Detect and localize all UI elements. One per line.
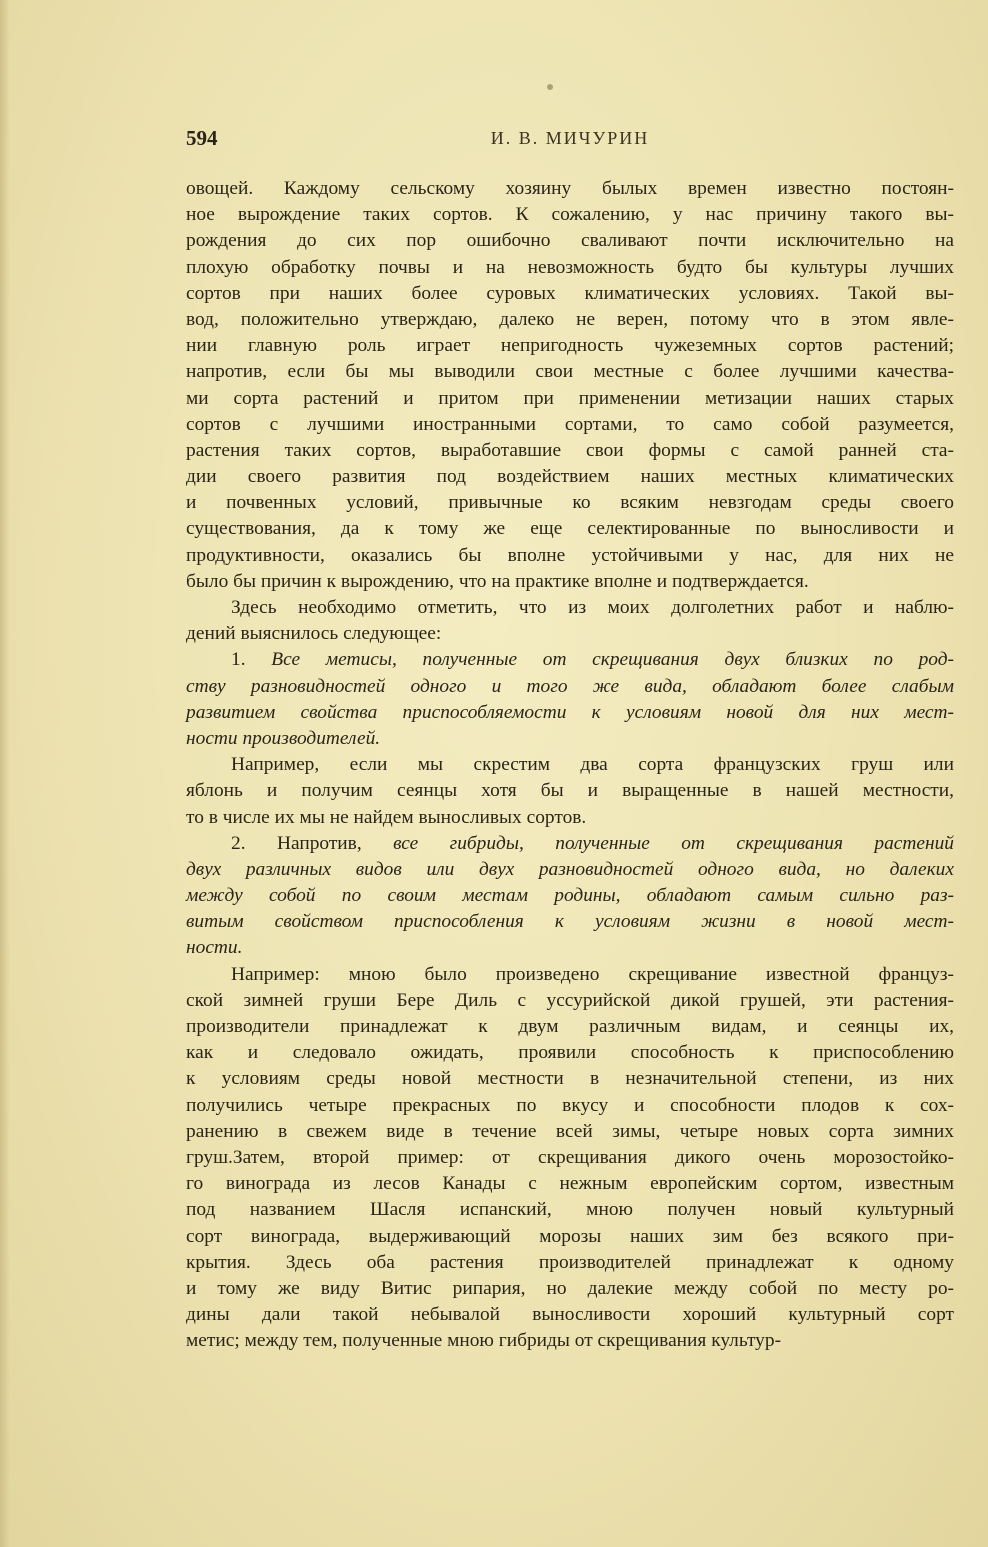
text-line <box>186 281 954 307</box>
text-segment: метис; между тем, полученные мною гибриды от скрещивания культур- <box>186 1330 782 1352</box>
text-segment: напротив, если бы мы выводили свои местные с более лучшими качества- <box>186 361 954 383</box>
text-segment: сорт винограда, выдерживающий морозы наших зим без всякого при- <box>186 1225 954 1247</box>
text-segment: и почвенных условий, привычные ко всяким невзгодам среды своего <box>186 492 954 514</box>
text-line <box>186 962 954 988</box>
text-segment: вод, положительно утверждаю, далеко не верен, потому что в этом явле- <box>186 308 954 330</box>
text-line <box>186 674 954 700</box>
text-segment: как и следовало ожидать, проявили способность к приспособлению <box>186 1042 954 1064</box>
text-segment: сортов с лучшими иностранными сортами, то само собой разумеется, <box>186 413 954 435</box>
text-segment: получились четыре прекрасных по вкусу и способности плодов к сох- <box>186 1094 954 1116</box>
text-segment: дии своего развития под воздействием наших местных климатических <box>186 466 954 488</box>
text-line <box>186 176 954 202</box>
text-segment: Здесь необходимо отметить, что из моих долголетних работ и наблю- <box>231 597 954 618</box>
text-line <box>186 386 954 412</box>
text-segment: было бы причин к вырождению, что на практике вполне и подтверждается. <box>186 570 809 592</box>
text-line <box>186 516 954 542</box>
text-line <box>186 543 954 569</box>
text-segment: то в числе их мы не найдем выносливых сортов. <box>186 806 587 828</box>
text-segment: дины дали такой небывалой выносливости хороший культурный сорт <box>186 1304 954 1326</box>
text-line <box>186 752 954 778</box>
paragraph <box>186 595 954 647</box>
text-segment: ми сорта растений и притом при применении метизации наших старых <box>186 387 954 409</box>
text-line <box>186 988 954 1014</box>
text-line <box>186 831 954 857</box>
text-line <box>186 1066 954 1092</box>
text-segment: овощей. Каждому сельскому хозяину былых времен известно постоян- <box>186 178 954 199</box>
body-text <box>186 176 954 1354</box>
text-line <box>186 700 954 726</box>
text-segment: 1. <box>231 649 272 671</box>
text-line <box>186 621 954 647</box>
text-segment: ранению в свежем виде в течение всей зимы, четыре новых сорта зимних <box>186 1120 954 1142</box>
text-segment: ное вырождение таких сортов. К сожалению, у нас причину такого вы- <box>186 204 954 226</box>
text-line <box>186 1197 954 1223</box>
text-line <box>186 909 954 935</box>
text-segment: яблонь и получим сеянцы хотя бы и выращенные в нашей местности, <box>186 780 954 802</box>
text-segment: существования, да к тому же еще селектированные по выносливости и <box>186 518 954 540</box>
text-segment: растения таких сортов, выработавшие свои формы с самой ранней ста- <box>186 439 954 461</box>
text-line <box>186 726 954 752</box>
text-segment: и тому же виду Витис рипария, но далекие между собой по месту ро- <box>186 1277 954 1299</box>
text-line <box>186 647 954 673</box>
text-line <box>186 1328 954 1354</box>
text-line <box>186 805 954 831</box>
text-segment: производители принадлежат к двум различным видам, и сеянцы их, <box>186 1016 954 1037</box>
italic-text: двух различных видов или двух разновидностей одного вида, но далеких <box>186 858 954 880</box>
text-line <box>186 1145 954 1171</box>
text-line <box>186 935 954 961</box>
text-line <box>186 464 954 490</box>
text-line <box>186 1224 954 1250</box>
text-segment: плохую обработку почвы и на невозможность будто бы культуры лучших <box>186 256 954 278</box>
text-line <box>186 228 954 254</box>
italic-text: Все метисы, полученные от скрещивания двух близких по род- <box>271 649 955 671</box>
text-line <box>186 333 954 359</box>
italic-text: ности. <box>186 937 243 959</box>
text-line <box>186 202 954 228</box>
italic-text: ству разновидностей одного и того же вида, обладают более слабым <box>186 675 954 697</box>
text-line <box>186 1302 954 1328</box>
text-segment: Например: мною было произведено скрещивание известной француз- <box>231 963 954 985</box>
text-line <box>186 595 954 621</box>
text-line <box>186 1014 954 1040</box>
italic-text: ности производителей. <box>186 727 381 749</box>
text-segment: к условиям среды новой местности в незначительной степени, из них <box>186 1068 954 1090</box>
italic-text: развитием свойства приспособляемости к условиям новой для них мест- <box>186 701 954 723</box>
text-segment: го винограда из лесов Канады с нежным европейским сортом, известным <box>186 1173 954 1195</box>
running-title: И. В. МИЧУРИН <box>490 128 650 148</box>
text-line <box>186 307 954 333</box>
text-line <box>186 1276 954 1302</box>
page-edge-shadow <box>0 0 10 1547</box>
text-line <box>186 569 954 595</box>
text-segment: под названием Шасля испанский, мною получен новый культурный <box>186 1199 954 1221</box>
text-segment: нии главную роль играет непригодность чужеземных сортов растений; <box>186 335 954 357</box>
paragraph <box>186 647 954 752</box>
text-segment: Например, если мы скрестим два сорта французских груш или <box>231 754 954 776</box>
italic-text: витым свойством приспособления к условиям жизни в новой мест- <box>186 911 954 933</box>
italic-text: между собой по своим местам родины, обладают самым сильно раз- <box>186 885 954 907</box>
text-line <box>186 490 954 516</box>
running-head <box>186 122 954 156</box>
text-segment: груш.Затем, второй пример: от скрещивания дикого очень морозостойко- <box>186 1146 954 1168</box>
text-line <box>186 255 954 281</box>
text-segment: крытия. Здесь оба растения производителей принадлежат к одному <box>186 1251 954 1273</box>
text-line <box>186 1040 954 1066</box>
paragraph <box>186 831 954 962</box>
text-segment: 2. Напротив, <box>231 832 394 854</box>
paragraph <box>186 176 954 595</box>
page-number: 594 <box>186 126 218 150</box>
text-line <box>186 1119 954 1145</box>
text-segment: ской зимней груши Бере Диль с уссурийской дикой грушей, эти растения- <box>186 989 954 1011</box>
text-line <box>186 857 954 883</box>
text-line <box>186 412 954 438</box>
text-line <box>186 359 954 385</box>
text-line <box>186 1093 954 1119</box>
italic-text: все гибриды, полученные от скрещивания растений <box>393 832 954 854</box>
text-segment: продуктивности, оказались бы вполне устойчивыми у нас, для них не <box>186 544 954 566</box>
text-line <box>186 1250 954 1276</box>
text-segment: рождения до сих пор ошибочно сваливают почти исключительно на <box>186 230 954 252</box>
text-line <box>186 778 954 804</box>
text-line <box>186 1171 954 1197</box>
text-segment: дений выяснилось следующее: <box>186 623 442 645</box>
text-line <box>186 438 954 464</box>
paper-speck <box>547 84 553 90</box>
paragraph <box>186 752 954 831</box>
text-line <box>186 883 954 909</box>
text-segment: сортов при наших более суровых климатических условиях. Такой вы- <box>186 282 954 304</box>
paragraph <box>186 962 954 1355</box>
